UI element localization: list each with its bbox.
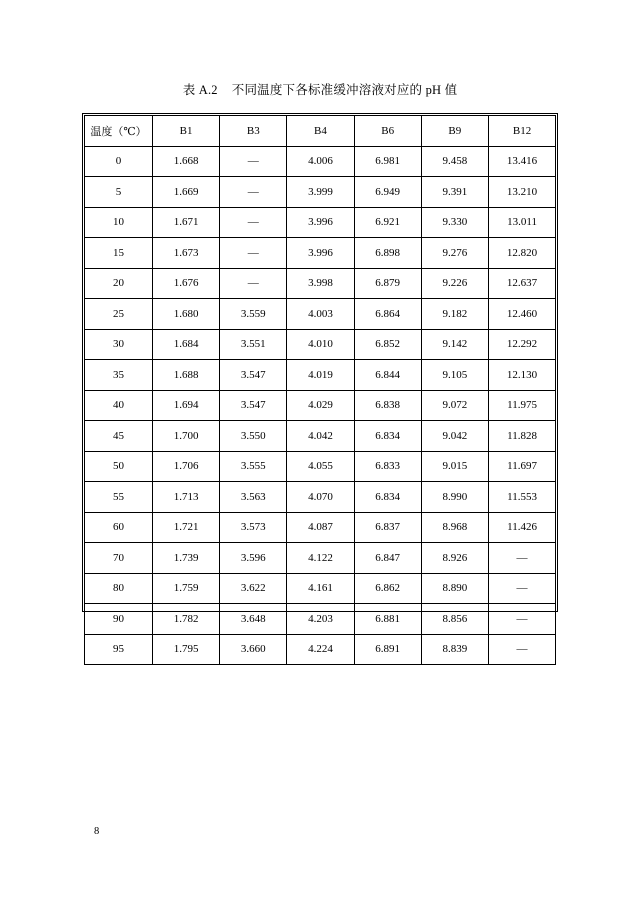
cell-b9: 9.182 <box>421 299 488 330</box>
cell-b3: 3.622 <box>220 573 287 604</box>
cell-b1: 1.694 <box>153 390 220 421</box>
column-header: 温度（℃） <box>85 116 153 147</box>
cell-b3: 3.555 <box>220 451 287 482</box>
table-row <box>85 268 556 299</box>
cell-b1: 1.759 <box>153 573 220 604</box>
cell-b4: 4.070 <box>287 482 354 513</box>
cell-b6: 6.864 <box>354 299 421 330</box>
cell-temperature: 90 <box>85 604 153 635</box>
cell-b4: 3.998 <box>287 268 354 299</box>
cell-b6: 6.833 <box>354 451 421 482</box>
cell-b6: 6.834 <box>354 421 421 452</box>
column-header: B6 <box>354 116 421 147</box>
cell-temperature: 15 <box>85 238 153 269</box>
cell-b9: 8.856 <box>421 604 488 635</box>
cell-b3: 3.563 <box>220 482 287 513</box>
cell-b1: 1.713 <box>153 482 220 513</box>
cell-b1: 1.680 <box>153 299 220 330</box>
table-caption-number: 表 A.2 <box>182 83 218 97</box>
cell-b12: 11.553 <box>488 482 555 513</box>
cell-b12: 11.697 <box>488 451 555 482</box>
table-row <box>85 573 556 604</box>
cell-b4: 4.087 <box>287 512 354 543</box>
cell-b9: 9.226 <box>421 268 488 299</box>
cell-b6: 6.862 <box>354 573 421 604</box>
cell-b12: 11.426 <box>488 512 555 543</box>
cell-b4: 4.010 <box>287 329 354 360</box>
cell-b6: 6.838 <box>354 390 421 421</box>
cell-b12: 12.820 <box>488 238 555 269</box>
table-row <box>85 390 556 421</box>
cell-b12: 12.130 <box>488 360 555 391</box>
cell-b4: 4.019 <box>287 360 354 391</box>
column-header: B9 <box>421 116 488 147</box>
cell-b1: 1.676 <box>153 268 220 299</box>
cell-b1: 1.684 <box>153 329 220 360</box>
cell-b3: 3.547 <box>220 360 287 391</box>
cell-b4: 4.029 <box>287 390 354 421</box>
cell-b4: 4.055 <box>287 451 354 482</box>
cell-b9: 9.015 <box>421 451 488 482</box>
cell-b3: 3.596 <box>220 543 287 574</box>
cell-b1: 1.706 <box>153 451 220 482</box>
table-row <box>85 421 556 452</box>
table-row <box>85 207 556 238</box>
cell-b3: 3.573 <box>220 512 287 543</box>
table-caption <box>0 80 640 98</box>
cell-b6: 6.891 <box>354 634 421 665</box>
cell-b3: — <box>220 207 287 238</box>
cell-b1: 1.668 <box>153 146 220 177</box>
cell-b3: 3.648 <box>220 604 287 635</box>
cell-b12: 12.460 <box>488 299 555 330</box>
cell-b4: 4.122 <box>287 543 354 574</box>
table-row <box>85 634 556 665</box>
table-caption-text: 不同温度下各标准缓冲溶液对应的 pH 值 <box>231 83 458 97</box>
cell-b3: — <box>220 146 287 177</box>
cell-b6: 6.852 <box>354 329 421 360</box>
cell-b9: 9.072 <box>421 390 488 421</box>
cell-b9: 8.968 <box>421 512 488 543</box>
table-row <box>85 482 556 513</box>
cell-b9: 8.990 <box>421 482 488 513</box>
cell-b12: — <box>488 573 555 604</box>
cell-b9: 9.391 <box>421 177 488 208</box>
cell-b1: 1.671 <box>153 207 220 238</box>
cell-b9: 8.890 <box>421 573 488 604</box>
cell-b1: 1.795 <box>153 634 220 665</box>
cell-b12: 11.975 <box>488 390 555 421</box>
cell-b12: 12.637 <box>488 268 555 299</box>
cell-b4: 4.042 <box>287 421 354 452</box>
cell-b12: — <box>488 634 555 665</box>
table-row <box>85 299 556 330</box>
cell-b4: 4.006 <box>287 146 354 177</box>
cell-b6: 6.847 <box>354 543 421 574</box>
cell-b9: 9.276 <box>421 238 488 269</box>
cell-b1: 1.721 <box>153 512 220 543</box>
table-row <box>85 360 556 391</box>
cell-temperature: 10 <box>85 207 153 238</box>
cell-b4: 4.203 <box>287 604 354 635</box>
cell-b4: 4.161 <box>287 573 354 604</box>
cell-temperature: 70 <box>85 543 153 574</box>
cell-temperature: 55 <box>85 482 153 513</box>
cell-temperature: 95 <box>85 634 153 665</box>
cell-temperature: 0 <box>85 146 153 177</box>
cell-b3: 3.660 <box>220 634 287 665</box>
cell-b6: 6.879 <box>354 268 421 299</box>
cell-temperature: 45 <box>85 421 153 452</box>
cell-b1: 1.700 <box>153 421 220 452</box>
cell-b9: 8.839 <box>421 634 488 665</box>
cell-b9: 8.926 <box>421 543 488 574</box>
table-row <box>85 543 556 574</box>
cell-b6: 6.837 <box>354 512 421 543</box>
cell-b6: 6.949 <box>354 177 421 208</box>
cell-b6: 6.981 <box>354 146 421 177</box>
ph-values-table <box>84 115 556 665</box>
cell-b12: 11.828 <box>488 421 555 452</box>
cell-b3: 3.559 <box>220 299 287 330</box>
cell-temperature: 60 <box>85 512 153 543</box>
column-header: B1 <box>153 116 220 147</box>
cell-b12: — <box>488 543 555 574</box>
cell-temperature: 30 <box>85 329 153 360</box>
cell-b1: 1.673 <box>153 238 220 269</box>
column-header: B3 <box>220 116 287 147</box>
cell-b3: — <box>220 268 287 299</box>
cell-b1: 1.739 <box>153 543 220 574</box>
table-row <box>85 146 556 177</box>
cell-temperature: 35 <box>85 360 153 391</box>
cell-temperature: 5 <box>85 177 153 208</box>
cell-b12: 13.011 <box>488 207 555 238</box>
cell-b4: 3.996 <box>287 238 354 269</box>
cell-b3: — <box>220 238 287 269</box>
cell-temperature: 80 <box>85 573 153 604</box>
table-row <box>85 177 556 208</box>
cell-b12: 13.416 <box>488 146 555 177</box>
cell-b3: 3.547 <box>220 390 287 421</box>
cell-temperature: 25 <box>85 299 153 330</box>
table-row <box>85 451 556 482</box>
column-header: B4 <box>287 116 354 147</box>
cell-b12: 13.210 <box>488 177 555 208</box>
cell-b12: — <box>488 604 555 635</box>
column-header: B12 <box>488 116 555 147</box>
table-row <box>85 604 556 635</box>
cell-b4: 3.996 <box>287 207 354 238</box>
cell-b6: 6.844 <box>354 360 421 391</box>
cell-b9: 9.458 <box>421 146 488 177</box>
cell-b4: 3.999 <box>287 177 354 208</box>
cell-b4: 4.224 <box>287 634 354 665</box>
cell-temperature: 50 <box>85 451 153 482</box>
cell-b6: 6.898 <box>354 238 421 269</box>
cell-b1: 1.782 <box>153 604 220 635</box>
cell-temperature: 40 <box>85 390 153 421</box>
cell-b1: 1.669 <box>153 177 220 208</box>
cell-b9: 9.105 <box>421 360 488 391</box>
cell-b3: — <box>220 177 287 208</box>
cell-b12: 12.292 <box>488 329 555 360</box>
cell-b3: 3.551 <box>220 329 287 360</box>
cell-b6: 6.834 <box>354 482 421 513</box>
cell-b9: 9.330 <box>421 207 488 238</box>
cell-temperature: 20 <box>85 268 153 299</box>
cell-b6: 6.921 <box>354 207 421 238</box>
cell-b9: 9.142 <box>421 329 488 360</box>
cell-b3: 3.550 <box>220 421 287 452</box>
table-header-row <box>85 116 556 147</box>
cell-b6: 6.881 <box>354 604 421 635</box>
page-number: 8 <box>94 826 100 837</box>
table-row <box>85 329 556 360</box>
cell-b9: 9.042 <box>421 421 488 452</box>
cell-b1: 1.688 <box>153 360 220 391</box>
table-row <box>85 512 556 543</box>
table-row <box>85 238 556 269</box>
cell-b4: 4.003 <box>287 299 354 330</box>
